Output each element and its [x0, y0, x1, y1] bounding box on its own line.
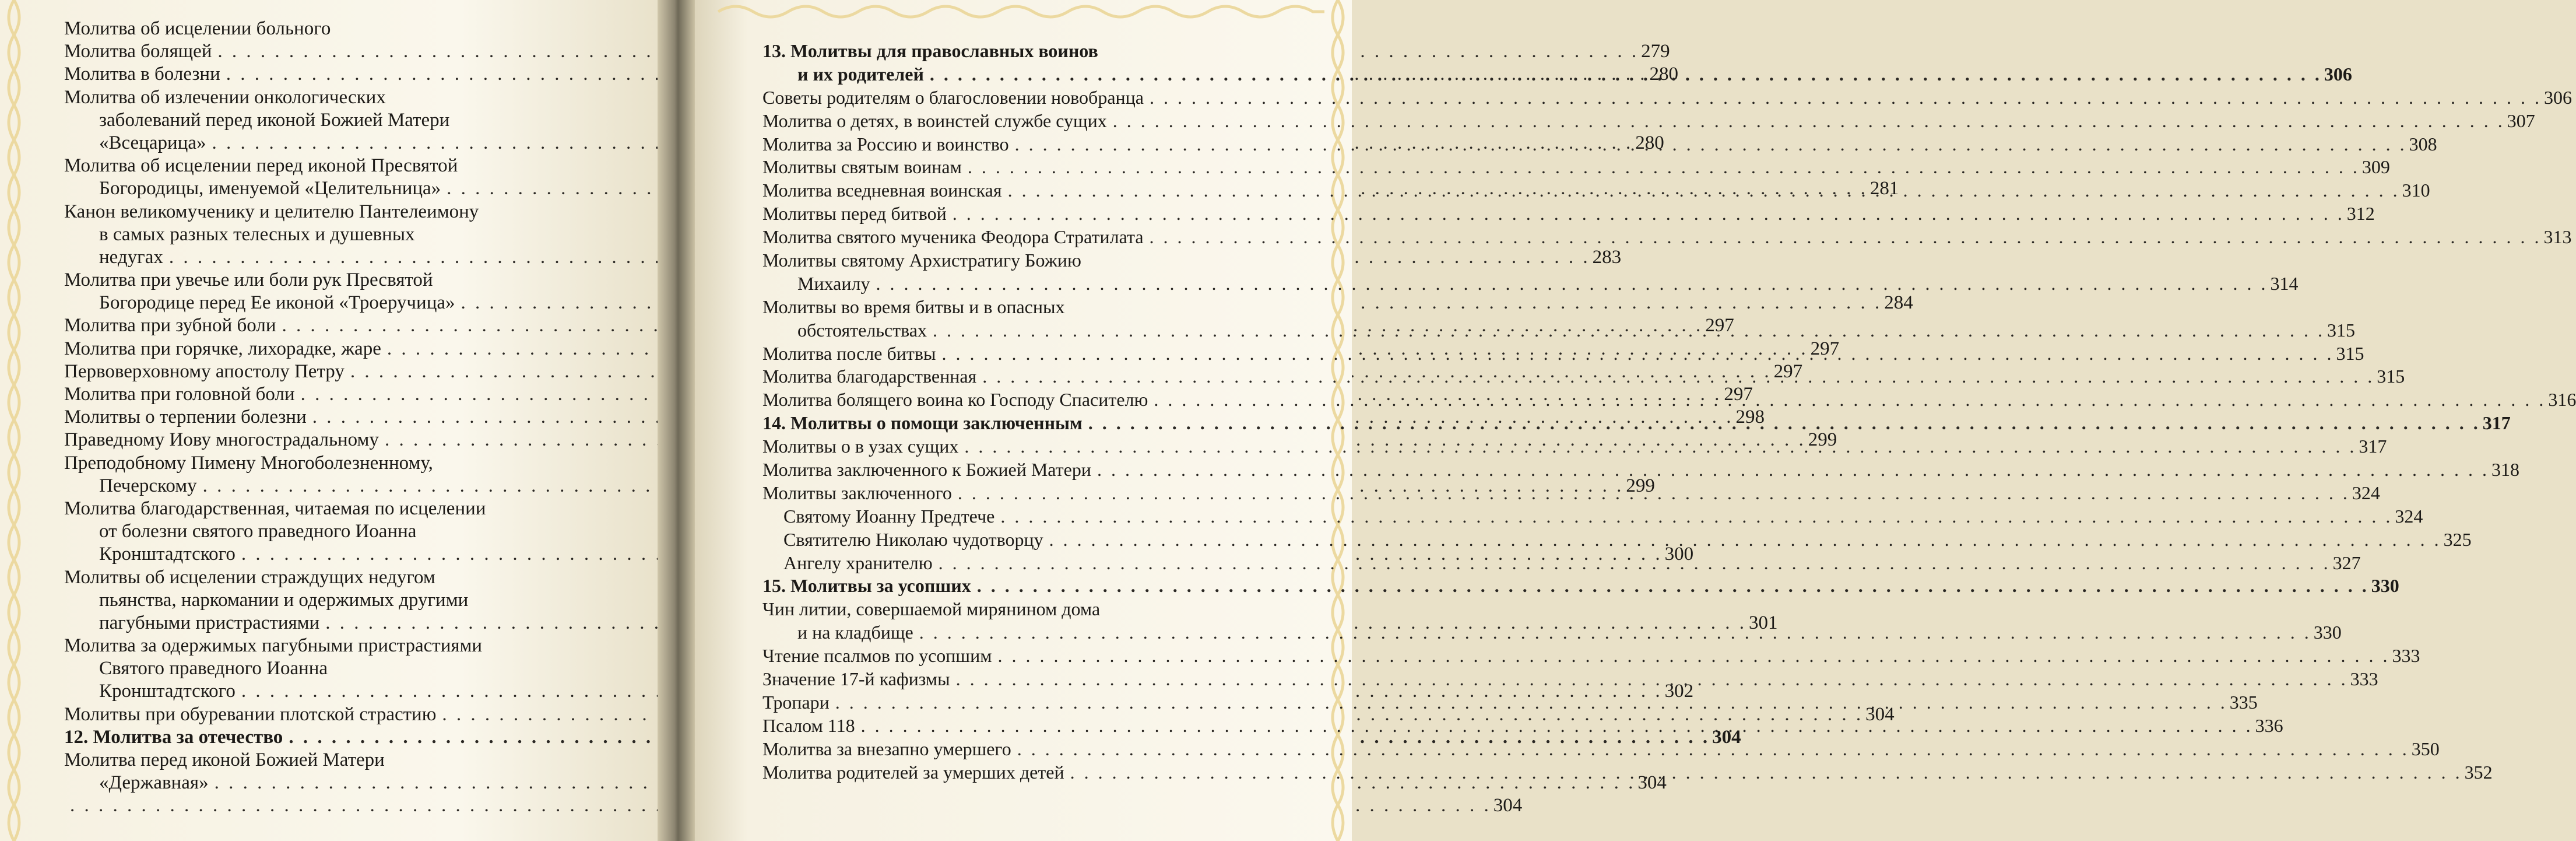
toc-entry-line	[762, 110, 2535, 133]
dot-leader	[1113, 110, 2505, 133]
toc-entry-title: Молитва за внезапно умершего	[762, 738, 1011, 759]
toc-entry-title: Печерскому	[99, 475, 197, 496]
toc-entry-title: Святого праведного Иоанна	[99, 658, 328, 679]
toc-page-number: 304	[1865, 703, 1895, 725]
toc-page-number: 301	[1748, 612, 1778, 633]
toc-page-number: 325	[2443, 528, 2472, 550]
toc-page-number: 314	[2270, 272, 2299, 294]
toc-entry-title: Молитва о детях, в воинстей службе сущих	[762, 110, 1107, 131]
toc-entry-line	[762, 528, 2472, 552]
toc-page-number: 333	[2392, 645, 2420, 667]
toc-entry-title: Канон великомученику и целителю Пантелеимону	[64, 201, 479, 222]
toc-entry-title: Ангелу хранителю	[783, 552, 933, 573]
toc-entry-title: Молитва в болезни	[64, 64, 220, 85]
toc-entry-title: Михаилу	[797, 272, 870, 294]
left-page-ornament-border	[6, 0, 22, 841]
toc-entry-title: Молитва при головной боли	[64, 384, 295, 405]
toc-entry-title: от болезни святого праведного Иоанна	[99, 521, 417, 542]
toc-entry-line	[64, 109, 602, 132]
dot-leader	[1070, 761, 2462, 784]
toc-entry-title: Молитва об исцелении больного	[64, 18, 331, 39]
dot-leader	[876, 272, 2268, 296]
toc-page-number: 308	[2409, 133, 2437, 155]
toc-entry-line	[762, 226, 2572, 249]
toc-entry	[762, 505, 2423, 528]
dot-leader	[977, 574, 2369, 598]
toc-entry-line	[64, 657, 602, 680]
toc-page-number: 335	[2229, 691, 2258, 713]
toc-page-number: 297	[1773, 360, 1803, 382]
dot-leader	[1008, 179, 2400, 202]
toc-page-number: 297	[1724, 384, 1753, 405]
toc-entry	[762, 738, 2440, 761]
toc-page-number: 333	[2350, 668, 2378, 690]
toc-page-number: 312	[2346, 203, 2375, 225]
toc-entry-line	[762, 458, 2519, 482]
toc-entry-line	[64, 155, 602, 177]
toc-section-heading	[762, 574, 2399, 598]
dot-leader	[939, 552, 2331, 575]
toc-entry-title: Молитвы заключенного	[762, 482, 952, 503]
toc-entry-line	[64, 17, 602, 40]
toc-entry	[762, 226, 2572, 249]
toc-page-number: 317	[2482, 412, 2511, 434]
toc-entry-line	[762, 574, 2399, 598]
toc-entry-line	[762, 40, 1391, 63]
dot-leader	[968, 156, 2360, 179]
toc-entry-line	[762, 505, 2423, 528]
dot-leader	[933, 319, 2325, 342]
right-page-top-ornament	[718, 5, 1324, 19]
dot-leader	[1154, 388, 2546, 412]
toc-page-number: 280	[1649, 64, 1678, 85]
toc-entry-title: Молитва за одержимых пагубными пристрастиями	[64, 635, 483, 657]
toc-entry-title: Молитва болящей	[64, 41, 212, 62]
toc-entry	[762, 668, 2378, 691]
toc-entry-title: Молитва заключенного к Божией Матери	[762, 459, 1091, 481]
toc-entry-title: Молитвы об исцелении страждущих недугом	[64, 566, 435, 588]
toc-entry-title: Молитва благодарственная	[762, 366, 977, 387]
dot-leader	[953, 202, 2345, 226]
toc-entry-title: пагубными пристрастиями	[99, 612, 320, 633]
toc-entry-line	[64, 223, 602, 246]
toc-entry-title: 14. Молитвы о помощи заключенным	[762, 412, 1083, 434]
toc-page-number: 324	[2352, 482, 2380, 503]
dot-leader	[1088, 412, 2480, 435]
toc-entry	[762, 110, 2535, 133]
toc-page-number: 315	[2327, 319, 2355, 341]
toc-entry	[762, 86, 2572, 110]
toc-entry-title: Молитвы о в узах сущих	[762, 436, 959, 457]
toc-entry-title: «Всецарица»	[99, 132, 206, 153]
toc-page-number: 307	[2507, 110, 2535, 131]
toc-entry-title: Чин литии, совершаемой мирянином дома	[762, 598, 1101, 620]
toc-page-number: 304	[1493, 795, 1523, 817]
toc-entry	[762, 156, 2390, 179]
toc-entry-line	[64, 794, 1523, 817]
toc-entry-title: Молитва болящего воина ко Господу Спасителю	[762, 389, 1148, 411]
toc-page-number: 316	[2548, 389, 2576, 411]
toc-entry-title: 12. Молитва за отечество	[64, 726, 283, 748]
toc-page-number: 300	[1664, 544, 1694, 565]
toc-page-number: 304	[1637, 772, 1667, 794]
toc-entry-title: заболеваний перед иконой Божией Матери	[99, 109, 450, 131]
toc-entry-title: Молитва при горячке, лихорадке, жаре	[64, 338, 381, 359]
toc-entry-title: Молитвы святому Архистратигу Божию	[762, 250, 1081, 271]
toc-entry-line	[762, 668, 2378, 691]
toc-entry-line	[64, 635, 602, 657]
toc-entry-title: Молитва при увечье или боли рук Пресвятой	[64, 269, 433, 291]
dot-leader	[997, 644, 2389, 668]
toc-page-number: 306	[2543, 86, 2572, 108]
toc-entry-title: Преподобному Пимену Многоболезненному,	[64, 452, 433, 474]
toc-entry-title: и на кладбище	[797, 622, 913, 643]
toc-entry-line	[762, 249, 1391, 272]
toc-page-number: 315	[2336, 342, 2364, 364]
toc-entry-line	[762, 156, 2390, 179]
toc-page-number: 330	[2371, 575, 2399, 597]
toc-page-number: 336	[2255, 714, 2283, 736]
toc-entry	[64, 17, 602, 40]
toc-entry-title: Советы родителям о благословении новобранца	[762, 86, 1144, 108]
toc-entry-title: Праведному Иову многострадальному	[64, 429, 379, 451]
toc-entry-title: Молитва вседневная воинская	[762, 180, 1002, 201]
toc-entry-line	[64, 269, 602, 292]
toc-page-number: 309	[2361, 156, 2390, 178]
toc-entry-line	[762, 272, 2299, 296]
toc-entry-line	[762, 738, 2440, 761]
dot-leader	[1097, 458, 2489, 482]
toc-entry-title: Молитва после битвы	[762, 342, 936, 364]
toc-entry-line	[762, 86, 2572, 110]
toc-page-number: 324	[2395, 505, 2423, 527]
dot-leader	[930, 63, 2322, 86]
toc-page-number: 327	[2332, 552, 2361, 573]
toc-page-number: 281	[1869, 178, 1899, 199]
toc-entry	[762, 202, 2375, 226]
toc-page-number: 304	[1712, 726, 1741, 748]
toc-page-number: 313	[2543, 226, 2572, 248]
toc-page-number: 350	[2411, 738, 2440, 759]
toc-entry	[762, 458, 2519, 482]
toc-entry-title: Значение 17-й кафизмы	[762, 668, 950, 690]
toc-page-number: 299	[1808, 429, 1837, 451]
toc-page-number: 279	[1641, 41, 1670, 62]
toc-entry-line	[64, 86, 602, 109]
toc-entry-title: Молитва родителей за умерших детей	[762, 761, 1064, 783]
toc-entry	[762, 644, 2420, 668]
toc-entry	[64, 794, 1523, 817]
toc-entry-title: Молитва при зубной боли	[64, 315, 276, 337]
toc-entry-title: Молитвы во время битвы и в опасных	[762, 296, 1065, 317]
toc-page-number: 352	[2464, 761, 2493, 783]
toc-page-number: 280	[1635, 132, 1664, 153]
dot-leader	[958, 482, 2350, 505]
toc-page-number: 299	[1626, 475, 1655, 496]
toc-entry-title: Молитвы перед битвой	[762, 203, 947, 225]
toc-entry-title: в самых разных телесных и душевных	[99, 223, 415, 245]
toc-entry-title: обстоятельствах	[797, 319, 927, 341]
dot-leader	[835, 691, 2227, 714]
dot-leader	[1015, 133, 2407, 156]
toc-page-number: 284	[1884, 292, 1913, 314]
book-gutter	[658, 0, 695, 841]
dot-leader	[956, 668, 2348, 691]
toc-entry-title: недугах	[99, 246, 163, 268]
dot-leader	[942, 342, 2334, 366]
toc-entry-title: Молитвы святым воинам	[762, 156, 962, 178]
dot-leader	[1049, 528, 2441, 552]
dot-leader	[1150, 226, 2542, 249]
toc-entry-line	[64, 452, 602, 475]
toc-entry-title: Тропари	[762, 691, 830, 713]
toc-entry-title: Первоверховному апостолу Петру	[64, 360, 345, 382]
toc-entry-title: Кронштадтского	[99, 544, 236, 565]
toc-entry-title: 15. Молитвы за усопших	[762, 575, 971, 597]
toc-entry-title: и их родителей	[797, 63, 924, 85]
toc-entry-title: Святителю Николаю чудотворцу	[783, 528, 1043, 550]
toc-entry-line	[64, 201, 602, 223]
toc-entry-line	[64, 589, 602, 612]
dot-leader	[861, 714, 2253, 738]
dot-leader	[1000, 505, 2392, 528]
toc-entry-title: пьянства, наркомании и одержимых другими	[99, 589, 469, 611]
toc-entry-title: Молитва святого мученика Феодора Стратилата	[762, 226, 1144, 248]
toc-entry-line	[762, 296, 1391, 319]
toc-page-number: 318	[2491, 459, 2519, 481]
toc-page-number: 297	[1810, 338, 1840, 359]
toc-entry-line	[64, 566, 602, 589]
dot-leader	[919, 621, 2311, 644]
toc-page-number: 297	[1705, 315, 1734, 337]
toc-entry-title: Псалом 118	[762, 714, 855, 736]
toc-entry-line	[64, 749, 602, 772]
toc-entry-title: Молитва перед иконой Божией Матери	[64, 749, 385, 770]
toc-entry-line	[64, 497, 602, 520]
toc-entry-title: «Державная»	[99, 772, 209, 794]
toc-page-number: 298	[1735, 407, 1765, 428]
dot-leader	[982, 365, 2374, 388]
dot-leader	[1017, 738, 2409, 761]
toc-entry-title: Молитвы при обуревании плотской страстию	[64, 703, 437, 725]
toc-entry-title: Богородицы, именуемой «Целительница»	[99, 178, 441, 199]
toc-entry-title: Молитва за Россию и воинство	[762, 133, 1009, 155]
dot-leader	[964, 435, 2356, 458]
toc-entry-title: Кронштадтского	[99, 681, 236, 702]
toc-entry-title: 13. Молитвы для православных воинов	[762, 40, 1098, 61]
toc-entry-title: Молитва благодарственная, читаемая по исцелении	[64, 497, 486, 519]
dot-leader	[1150, 86, 2542, 110]
toc-entry-title: Святому Иоанну Предтече	[783, 505, 995, 527]
toc-page-number: 306	[2324, 63, 2352, 85]
toc-page-number: 283	[1592, 246, 1622, 268]
toc-entry-title: Молитва об излечении онкологических	[64, 86, 386, 108]
toc-entry-title: Молитва об исцелении перед иконой Пресвятой	[64, 155, 458, 177]
toc-page-number: 310	[2402, 180, 2430, 201]
toc-entry-line	[762, 644, 2420, 668]
toc-page-number: 317	[2359, 436, 2387, 457]
toc-page-number: 302	[1664, 681, 1694, 702]
toc-entry-title: Чтение псалмов по усопшим	[762, 645, 992, 667]
toc-entry-title: Молитвы о терпении болезни	[64, 407, 307, 428]
toc-entry	[762, 528, 2472, 552]
toc-entry-line	[64, 520, 602, 543]
toc-page-number: 315	[2377, 366, 2405, 387]
toc-entry-line	[762, 202, 2375, 226]
toc-page-number: 330	[2313, 622, 2342, 643]
toc-entry-title: Богородице перед Ее иконой «Троеручица»	[99, 292, 455, 314]
toc-entry-line	[762, 598, 1391, 621]
